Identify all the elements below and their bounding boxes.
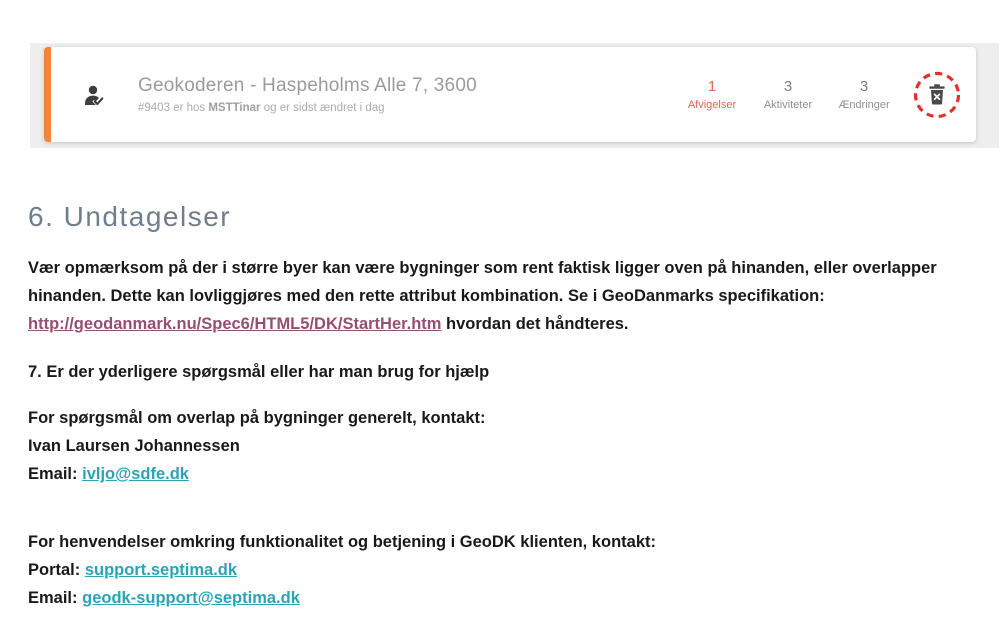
contact1-intro: For spørgsmål om overlap på bygninger generelt, kontakt: (28, 409, 486, 427)
section7-heading: 7. Er der yderligere spørgsmål eller har man brug for hjælp (28, 363, 490, 381)
geodanmark-spec-link[interactable]: http://geodanmark.nu/Spec6/HTML5/DK/StartHer.htm (28, 315, 442, 333)
contact2-email-label: Email: (28, 589, 83, 607)
subtitle-suffix: og er sidst ændret i dag (260, 102, 385, 114)
contact2-portal-label: Portal: (28, 561, 85, 579)
stat-aktiviteter-value: 3 (783, 78, 793, 95)
case-titles (138, 75, 674, 114)
stat-aendringer-value: 3 (859, 78, 869, 95)
stat-aendringer-label: Ændringer (838, 99, 890, 111)
stat-aktiviteter[interactable] (750, 78, 826, 111)
paragraph-text-after: hvordan det håndteres. (441, 315, 629, 333)
contact1-email-link[interactable]: ivljo@sdfe.dk (82, 465, 189, 483)
stat-afvigelser-value: 1 (707, 78, 717, 95)
contact2-email-line (28, 584, 980, 612)
delete-button[interactable] (925, 83, 949, 107)
person-check-icon (80, 80, 110, 110)
contact1-name: Ivan Laursen Johannessen (28, 437, 240, 455)
section-heading: 6. Undtagelser (28, 201, 232, 232)
case-stats (674, 78, 902, 111)
document-body (28, 188, 980, 612)
case-subtitle (138, 102, 674, 114)
contact1-email-line (28, 460, 980, 488)
stat-aktiviteter-label: Aktiviteter (763, 99, 813, 111)
trash-x-icon (927, 83, 947, 105)
contact1-email-label: Email: (28, 465, 83, 483)
case-accent-bar (44, 47, 51, 142)
subtitle-prefix: #9403 er hos (138, 102, 209, 114)
contact2-portal-link[interactable]: support.septima.dk (84, 561, 238, 579)
paragraph-undtagelser (28, 254, 980, 338)
subtitle-user: MSTTinar (208, 102, 261, 114)
contact2-intro: For henvendelser omkring funktionalitet og betjening i GeoDK klienten, kontakt: (28, 533, 656, 551)
stat-afvigelser[interactable] (674, 78, 750, 111)
stat-afvigelser-label: Afvigelser (687, 99, 737, 111)
app-background-band (30, 43, 999, 148)
contact2-email-link[interactable]: geodk-support@septima.dk (82, 589, 300, 607)
paragraph-text-before: Vær opmærksom på der i større byer kan være bygninger som rent faktisk ligger oven på hinanden, eller overlapper hinanden. Dette kan lovliggjøres med den rette attribut kombination. Se i GeoDanmarks specifikation: (28, 259, 937, 305)
case-card[interactable] (44, 47, 976, 142)
delete-annotation-zone (912, 70, 962, 120)
stat-aendringer[interactable] (826, 78, 902, 111)
case-title: Geokoderen - Haspeholms Alle 7, 3600 (138, 75, 477, 96)
contact2-portal-line (28, 556, 980, 584)
